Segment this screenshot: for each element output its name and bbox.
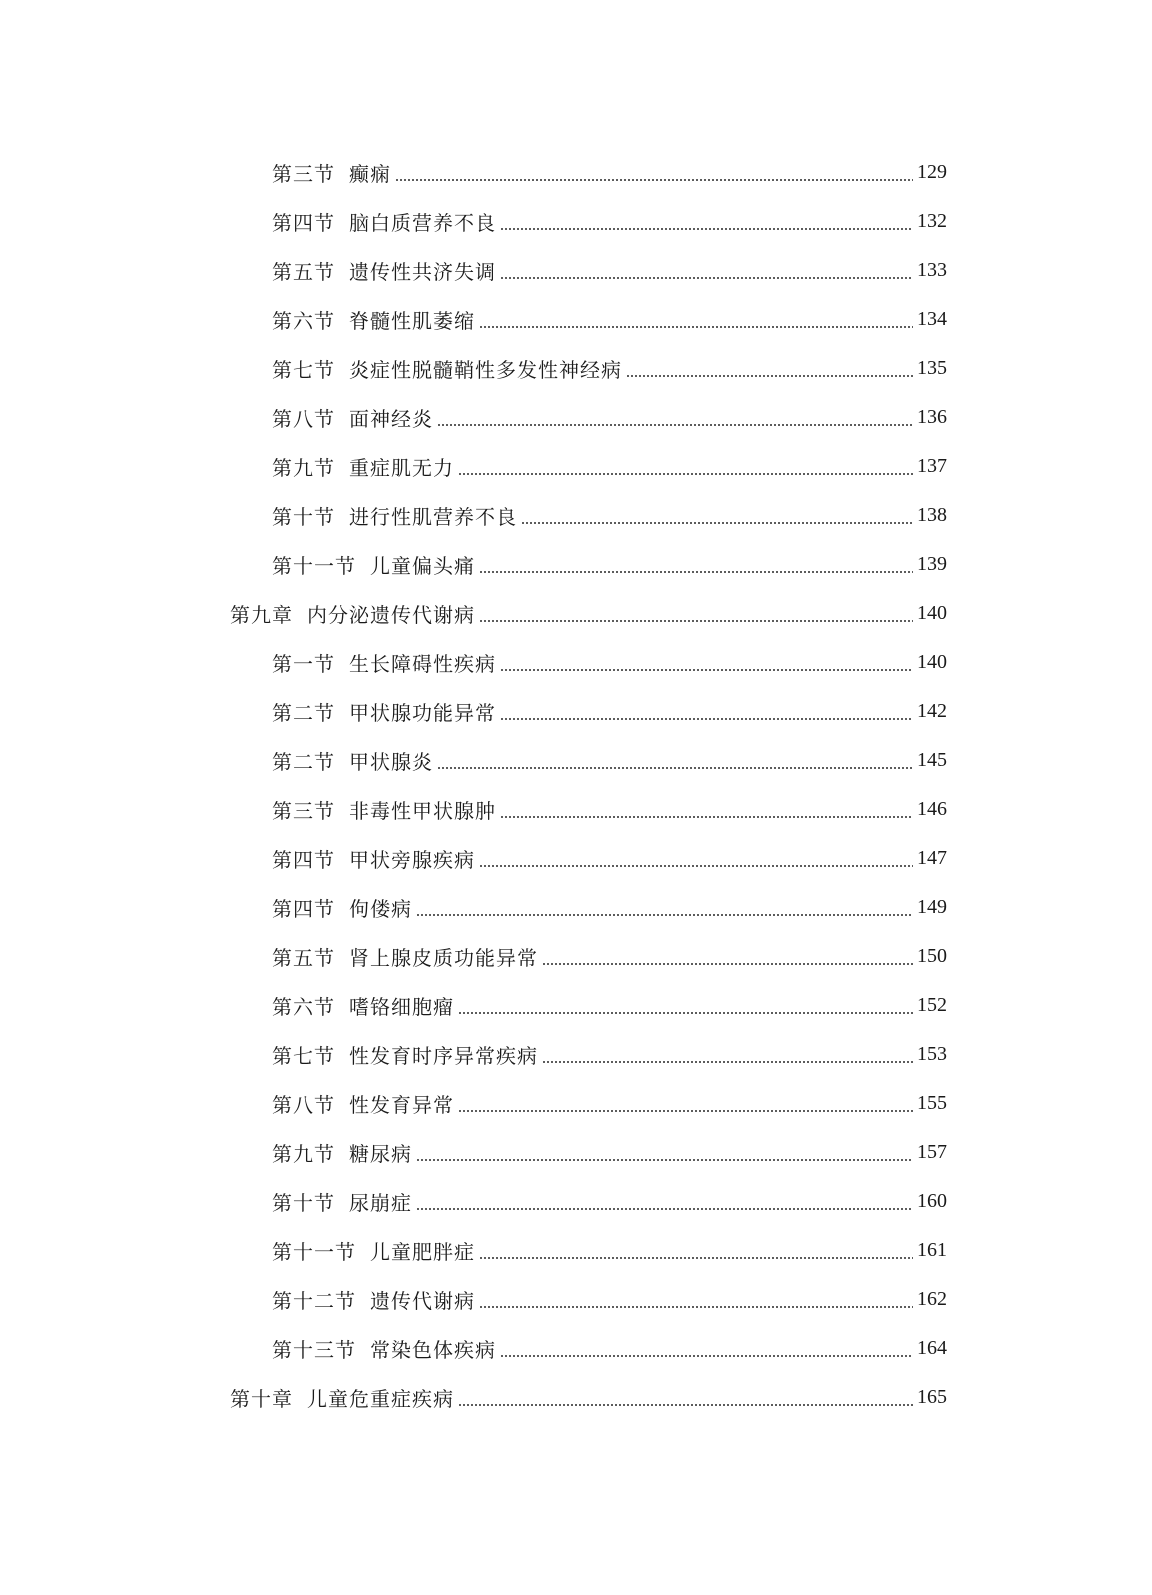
toc-chapter-entry[interactable] <box>0 1373 1152 1422</box>
toc-section-entry[interactable] <box>0 638 1152 687</box>
toc-entry-number: 第四节 <box>272 897 335 921</box>
toc-entry-title: 非毒性甲状腺肿 <box>349 799 496 823</box>
toc-section-entry[interactable] <box>0 687 1152 736</box>
dot-leader <box>458 1110 913 1112</box>
toc-entry-page-number: 152 <box>917 994 947 1016</box>
toc-entry-number: 第六节 <box>272 995 335 1019</box>
dot-leader <box>479 1257 913 1259</box>
toc-entry-page-number: 129 <box>917 161 947 183</box>
toc-section-entry[interactable] <box>0 1177 1152 1226</box>
toc-entry-number: 第二节 <box>272 750 335 774</box>
toc-entry-title: 生长障碍性疾病 <box>349 652 496 676</box>
toc-entry-title: 性发育时序异常疾病 <box>349 1044 538 1068</box>
toc-entry-page-number: 137 <box>917 455 947 477</box>
toc-entry-number: 第八节 <box>272 407 335 431</box>
toc-section-entry[interactable] <box>0 1128 1152 1177</box>
toc-entry-title: 甲状旁腺疾病 <box>349 848 475 872</box>
toc-entry-number: 第十二节 <box>272 1289 356 1313</box>
dot-leader <box>437 424 913 426</box>
toc-section-entry[interactable] <box>0 197 1152 246</box>
toc-entry-title: 常染色体疾病 <box>370 1338 496 1362</box>
toc-entry-title: 嗜铬细胞瘤 <box>349 995 454 1019</box>
toc-entry-page-number: 161 <box>917 1239 947 1261</box>
toc-entry-title: 儿童肥胖症 <box>370 1240 475 1264</box>
toc-entry-title: 重症肌无力 <box>349 456 454 480</box>
dot-leader <box>500 1355 913 1357</box>
dot-leader <box>521 522 913 524</box>
toc-entry-number: 第九节 <box>272 456 335 480</box>
toc-entry-title: 脑白质营养不良 <box>349 211 496 235</box>
toc-entry-page-number: 155 <box>917 1092 947 1114</box>
toc-entry-number: 第九节 <box>272 1142 335 1166</box>
toc-section-entry[interactable] <box>0 883 1152 932</box>
toc-section-entry[interactable] <box>0 1275 1152 1324</box>
dot-leader <box>479 865 913 867</box>
dot-leader <box>458 1012 913 1014</box>
toc-entry-number: 第五节 <box>272 260 335 284</box>
toc-entry-title: 面神经炎 <box>349 407 433 431</box>
toc-entry-title: 遗传代谢病 <box>370 1289 475 1313</box>
toc-entry-page-number: 153 <box>917 1043 947 1065</box>
toc-section-entry[interactable] <box>0 295 1152 344</box>
dot-leader <box>416 914 913 916</box>
dot-leader <box>500 718 913 720</box>
toc-entry-title: 性发育异常 <box>349 1093 454 1117</box>
toc-entry-page-number: 142 <box>917 700 947 722</box>
toc-entry-number: 第五节 <box>272 946 335 970</box>
toc-entry-page-number: 162 <box>917 1288 947 1310</box>
dot-leader <box>458 1404 913 1406</box>
toc-entry-page-number: 132 <box>917 210 947 232</box>
toc-entry-page-number: 147 <box>917 847 947 869</box>
dot-leader <box>395 179 913 181</box>
toc-entry-title: 内分泌遗传代谢病 <box>307 603 475 627</box>
dot-leader <box>500 228 913 230</box>
toc-entry-number: 第四节 <box>272 848 335 872</box>
dot-leader <box>500 669 913 671</box>
table-of-contents <box>0 148 1152 1422</box>
toc-entry-page-number: 133 <box>917 259 947 281</box>
toc-section-entry[interactable] <box>0 834 1152 883</box>
toc-chapter-entry[interactable] <box>0 589 1152 638</box>
dot-leader <box>437 767 913 769</box>
toc-section-entry[interactable] <box>0 932 1152 981</box>
toc-entry-page-number: 150 <box>917 945 947 967</box>
toc-entry-page-number: 149 <box>917 896 947 918</box>
toc-entry-number: 第七节 <box>272 358 335 382</box>
toc-section-entry[interactable] <box>0 785 1152 834</box>
toc-entry-title: 脊髓性肌萎缩 <box>349 309 475 333</box>
dot-leader <box>500 277 913 279</box>
toc-entry-title: 肾上腺皮质功能异常 <box>349 946 538 970</box>
toc-entry-page-number: 136 <box>917 406 947 428</box>
toc-section-entry[interactable] <box>0 442 1152 491</box>
dot-leader <box>479 1306 913 1308</box>
toc-entry-page-number: 140 <box>917 602 947 624</box>
dot-leader <box>416 1159 913 1161</box>
toc-entry-page-number: 145 <box>917 749 947 771</box>
toc-section-entry[interactable] <box>0 1030 1152 1079</box>
toc-entry-page-number: 157 <box>917 1141 947 1163</box>
dot-leader <box>416 1208 913 1210</box>
toc-entry-number: 第二节 <box>272 701 335 725</box>
toc-entry-page-number: 164 <box>917 1337 947 1359</box>
toc-section-entry[interactable] <box>0 344 1152 393</box>
dot-leader <box>542 1061 913 1063</box>
toc-entry-title: 遗传性共济失调 <box>349 260 496 284</box>
toc-entry-page-number: 138 <box>917 504 947 526</box>
toc-entry-page-number: 165 <box>917 1386 947 1408</box>
toc-entry-title: 进行性肌营养不良 <box>349 505 517 529</box>
toc-section-entry[interactable] <box>0 1079 1152 1128</box>
toc-entry-title: 甲状腺炎 <box>349 750 433 774</box>
toc-entry-title: 尿崩症 <box>349 1191 412 1215</box>
toc-section-entry[interactable] <box>0 246 1152 295</box>
toc-entry-page-number: 160 <box>917 1190 947 1212</box>
toc-entry-number: 第十一节 <box>272 554 356 578</box>
toc-section-entry[interactable] <box>0 148 1152 197</box>
toc-entry-number: 第三节 <box>272 162 335 186</box>
toc-entry-page-number: 134 <box>917 308 947 330</box>
toc-entry-number: 第八节 <box>272 1093 335 1117</box>
toc-section-entry[interactable] <box>0 540 1152 589</box>
toc-entry-page-number: 146 <box>917 798 947 820</box>
toc-entry-page-number: 140 <box>917 651 947 673</box>
toc-entry-number: 第一节 <box>272 652 335 676</box>
toc-entry-page-number: 139 <box>917 553 947 575</box>
dot-leader <box>458 473 913 475</box>
toc-section-entry[interactable] <box>0 491 1152 540</box>
toc-entry-title: 癫痫 <box>349 162 391 186</box>
dot-leader <box>500 816 913 818</box>
toc-entry-number: 第十节 <box>272 505 335 529</box>
toc-entry-number: 第三节 <box>272 799 335 823</box>
toc-section-entry[interactable] <box>0 981 1152 1030</box>
toc-section-entry[interactable] <box>0 393 1152 442</box>
toc-section-entry[interactable] <box>0 1324 1152 1373</box>
toc-entry-title: 佝偻病 <box>349 897 412 921</box>
dot-leader <box>626 375 913 377</box>
toc-entry-number: 第七节 <box>272 1044 335 1068</box>
toc-entry-title: 炎症性脱髓鞘性多发性神经病 <box>349 358 622 382</box>
toc-entry-number: 第十一节 <box>272 1240 356 1264</box>
dot-leader <box>479 571 913 573</box>
toc-entry-title: 糖尿病 <box>349 1142 412 1166</box>
toc-entry-number: 第十节 <box>272 1191 335 1215</box>
toc-entry-number: 第九章 <box>230 603 293 627</box>
toc-section-entry[interactable] <box>0 1226 1152 1275</box>
toc-section-entry[interactable] <box>0 736 1152 785</box>
dot-leader <box>479 326 913 328</box>
toc-entry-number: 第十章 <box>230 1387 293 1411</box>
dot-leader <box>479 620 913 622</box>
dot-leader <box>542 963 913 965</box>
toc-entry-number: 第十三节 <box>272 1338 356 1362</box>
toc-entry-title: 儿童危重症疾病 <box>307 1387 454 1411</box>
toc-entry-title: 儿童偏头痛 <box>370 554 475 578</box>
toc-entry-number: 第六节 <box>272 309 335 333</box>
toc-entry-number: 第四节 <box>272 211 335 235</box>
toc-entry-title: 甲状腺功能异常 <box>349 701 496 725</box>
toc-entry-page-number: 135 <box>917 357 947 379</box>
